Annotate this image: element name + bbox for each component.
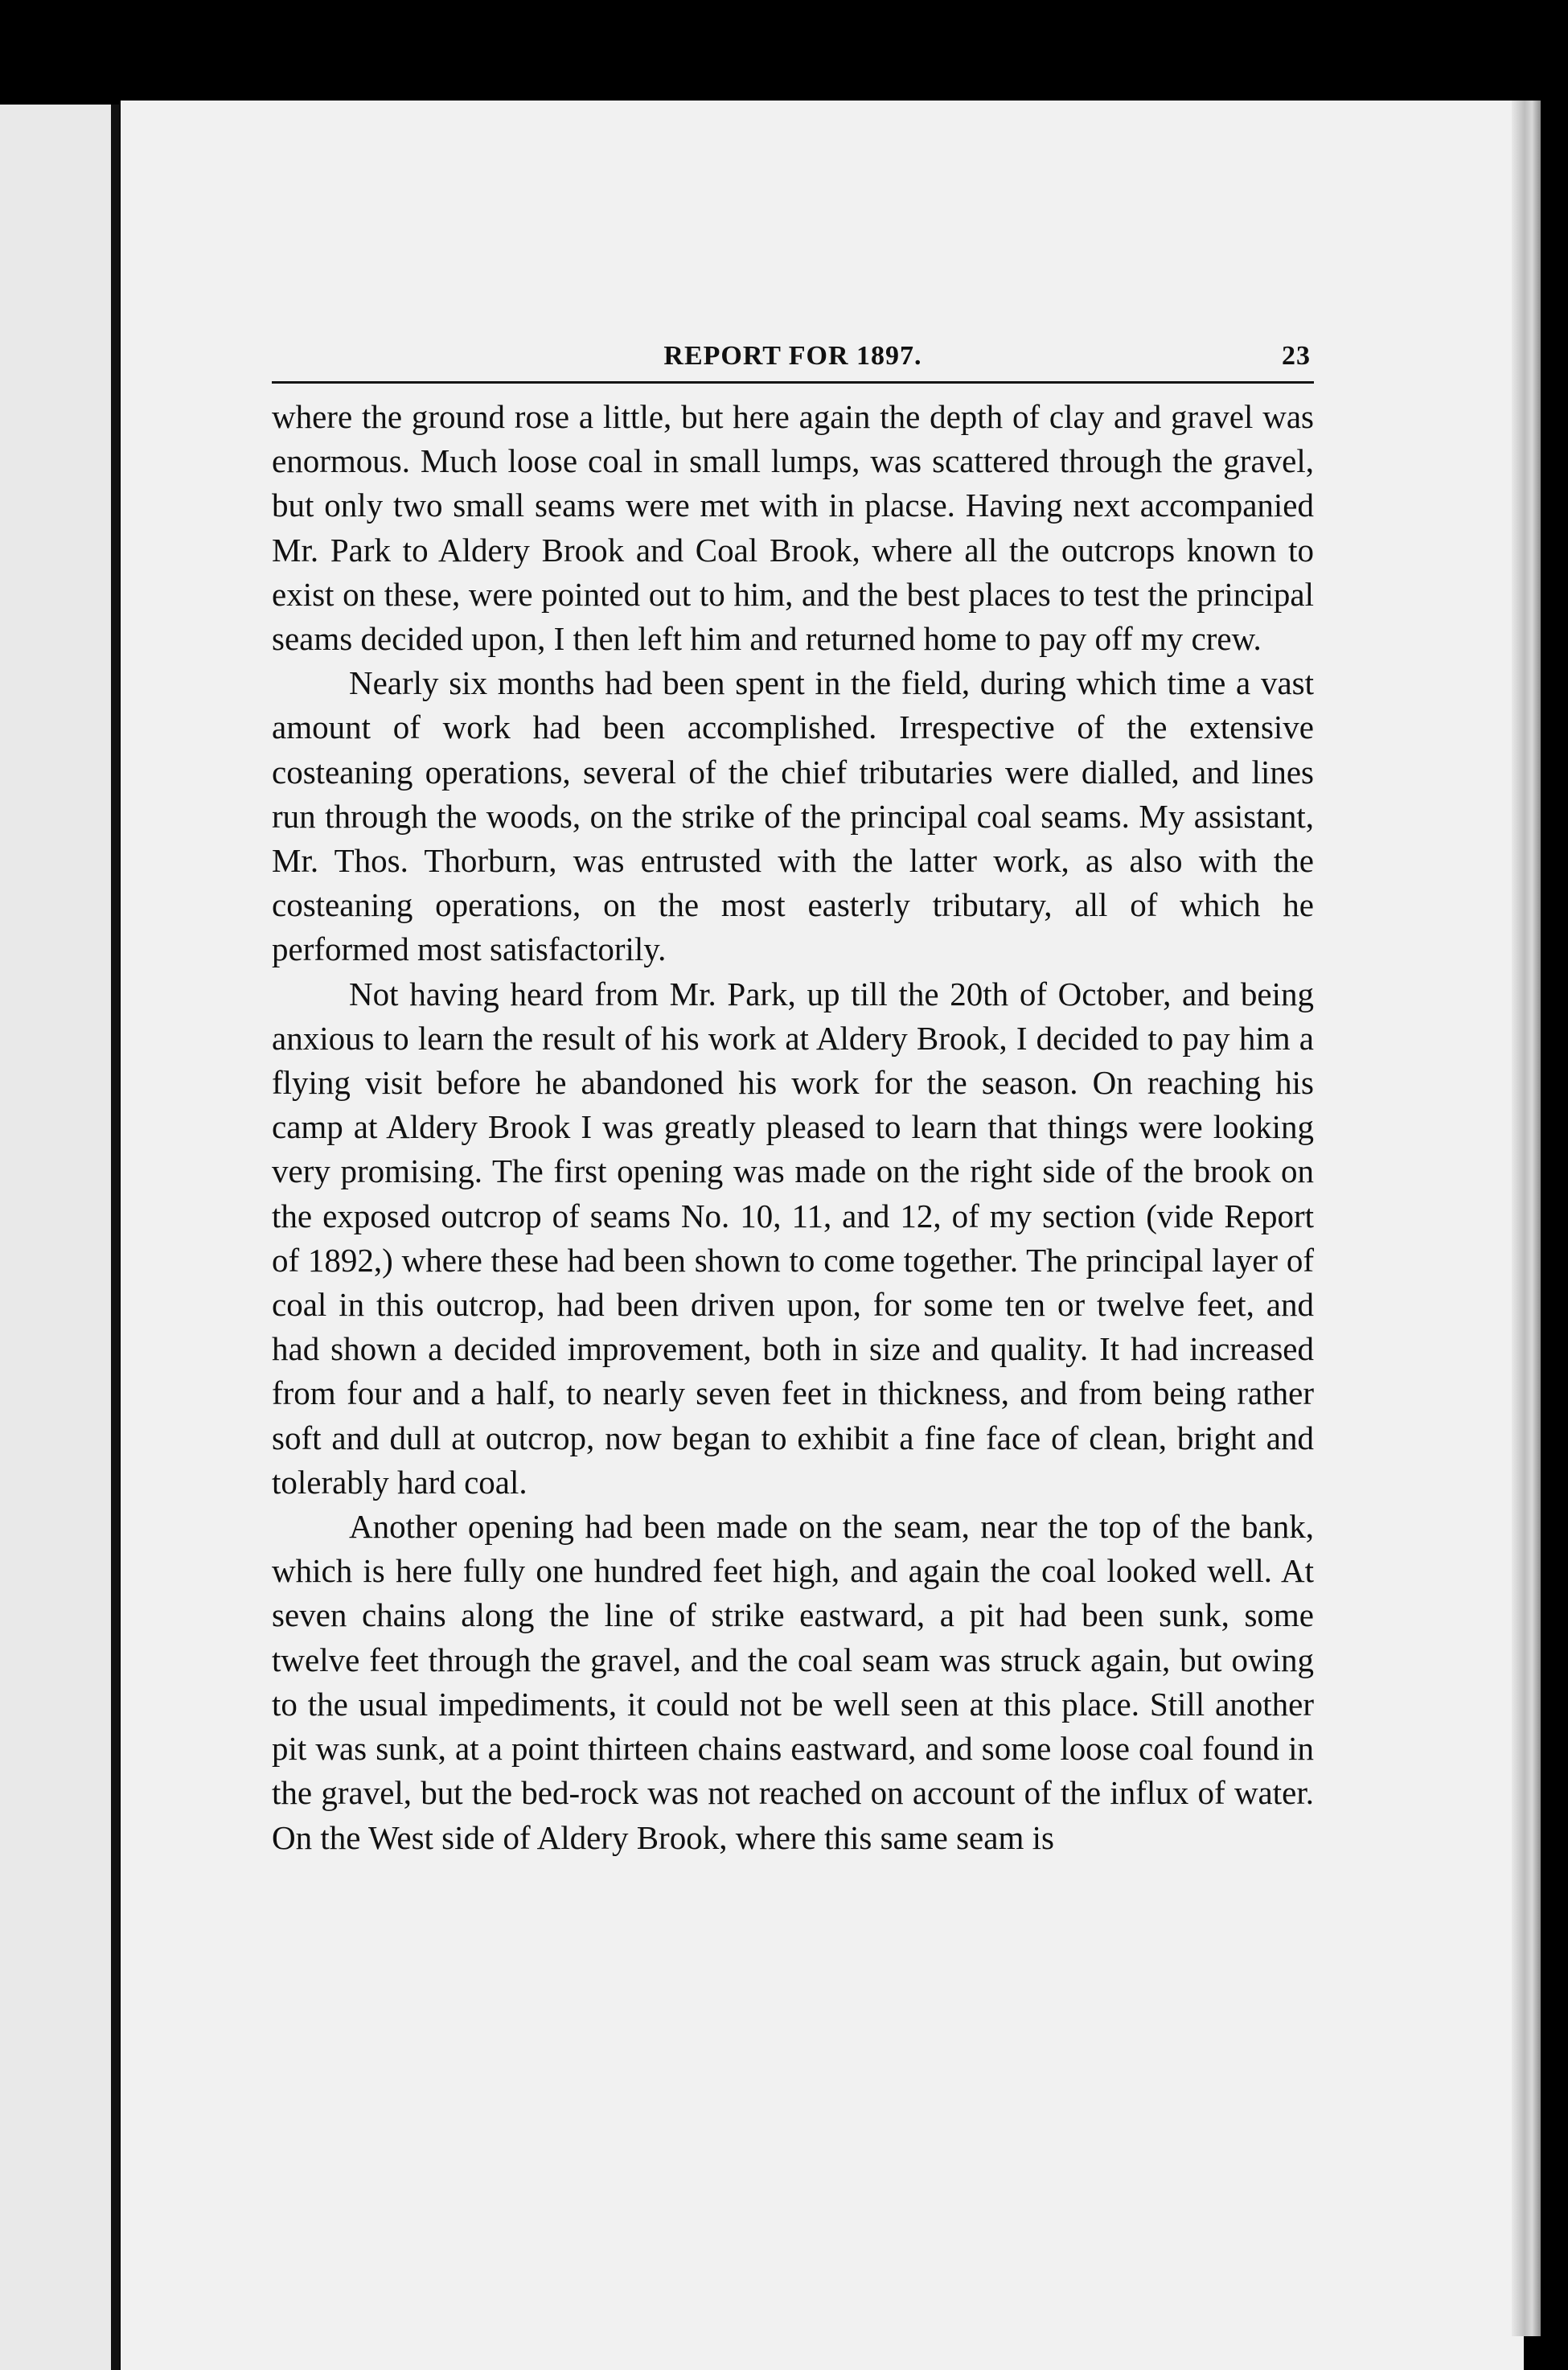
page-number: 23: [1282, 341, 1311, 371]
paragraph-continued: where the ground rose a little, but here again the depth of clay and gravel was enormous. Much loose coal in small lumps, was scattered through the gravel, but only two small seams were met with in placse. Having next accompanied Mr. Park to Aldery Brook and Coal Brook, where all the outcrops known to exist on these, were pointed out to him, and the best places to test the principal seams decided upon, I then left him and returned home to pay off my crew.: [272, 398, 1314, 658]
page-stack-edge: [1512, 101, 1541, 2336]
paragraph: Another opening had been made on the seam, near the top of the bank, which is here fully one hundred feet high, and again the coal looked well. At seven chains along the line of strike eastward, a pit had been sunk, some twelve feet through the gravel, and the coal seam was struck again, but owing to the usual impediments, it could not be well seen at this place. Still another pit was sunk, at a point thirteen chains eastward, and some loose coal found in the gravel, but the bed-rock was not reached on account of the influx of water. On the West side of Aldery Brook, where this same seam is: [272, 1508, 1314, 1856]
header-rule: [272, 381, 1314, 384]
facing-page-edge: [0, 105, 119, 2370]
page-content: [272, 339, 1314, 1860]
running-head: REPORT FOR 1897.: [663, 341, 922, 371]
paragraph: Not having heard from Mr. Park, up till the 20th of October, and being anxious to learn the result of his work at Aldery Brook, I decided to pay him a flying visit before he abandoned his work for the season. On reaching his camp at Aldery Brook I was greatly pleased to learn that things were looking very promising. The first opening was made on the right side of the brook on the exposed outcrop of seams No. 10, 11, and 12, of my section (vide Report of 1892,) where these had been shown to come together. The principal layer of coal in this outcrop, had been driven upon, for some ten or twelve feet, and had shown a decided improvement, both in size and quality. It had increased from four and a half, to nearly seven feet in thickness, and from being rather soft and dull at outcrop, now began to exhibit a fine face of clean, bright and tolerably hard coal.: [272, 975, 1314, 1501]
page-header: [272, 339, 1314, 381]
paragraph: Nearly six months had been spent in the field, during which time a vast amount of work had been accomplished. Irrespective of the extensive costeaning operations, several of the chief tributaries were dialled, and lines run through the woods, on the strike of the principal coal seams. My assistant, Mr. Thos. Thorburn, was entrusted with the latter work, as also with the costeaning operations, on the most easterly tributary, all of which he performed most satisfactorily.: [272, 664, 1314, 968]
body-text: [272, 395, 1314, 1860]
